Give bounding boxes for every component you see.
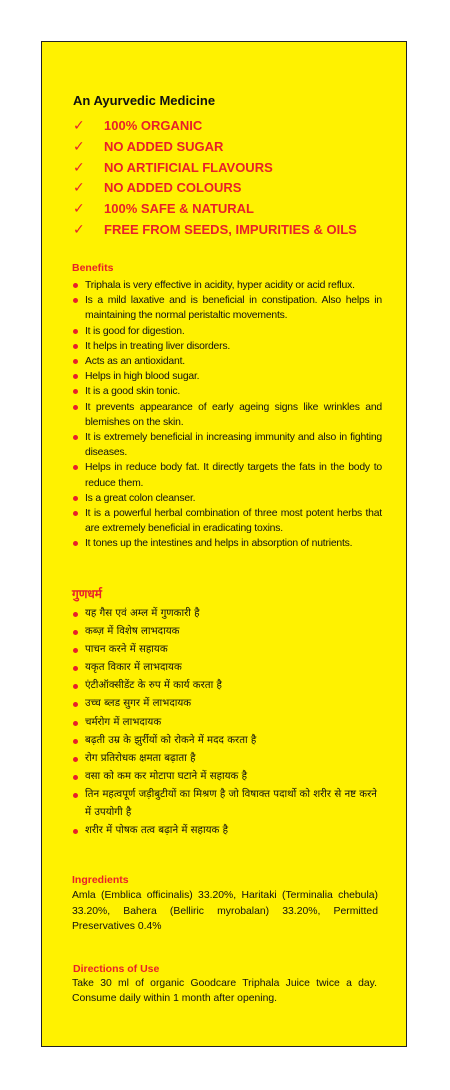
- claim-item: [73, 115, 357, 136]
- bullet-icon: [73, 630, 78, 635]
- gunadharm-text: पाचन करने में सहायक: [85, 644, 168, 656]
- gunadharm-text: उच्च ब्लड सुगर में लाभदायक: [85, 698, 192, 710]
- benefit-text: It is a good skin tonic.: [85, 386, 181, 398]
- bullet-icon: [73, 541, 78, 546]
- claim-item: [73, 157, 357, 178]
- gunadharm-heading: गुणधर्म: [72, 587, 102, 601]
- gunadharm-text: वसा को कम कर मोटापा घटाने में सहायक है: [85, 770, 248, 782]
- gunadharm-item: [72, 714, 384, 732]
- claim-label: FREE FROM SEEDS, IMPURITIES & OILS: [104, 221, 357, 237]
- bullet-icon: [73, 775, 78, 780]
- bullet-icon: [73, 702, 78, 707]
- benefit-text: It is a powerful herbal combination of three most potent herbs that are extremely beneficial in eradicating toxins.: [85, 508, 382, 535]
- ingredients-heading: Ingredients: [72, 874, 129, 886]
- benefits-list: [72, 278, 382, 552]
- benefit-item: [72, 293, 382, 323]
- benefit-item: [72, 506, 382, 536]
- bullet-icon: [73, 739, 78, 744]
- bullet-icon: [73, 359, 78, 364]
- check-icon: ✓: [73, 220, 85, 237]
- bullet-icon: [73, 612, 78, 617]
- gunadharm-item: [72, 605, 384, 623]
- check-icon: ✓: [73, 137, 85, 154]
- benefit-item: [72, 430, 382, 460]
- benefit-text: It helps in treating liver disorders.: [85, 340, 231, 352]
- claim-label: NO ARTIFICIAL FLAVOURS: [104, 159, 273, 175]
- gunadharm-text: बढ़ती उम्र के झुर्रीयों को रोकने में मदद करता है: [85, 734, 257, 746]
- benefit-item: [72, 491, 382, 506]
- gunadharm-item: [72, 786, 384, 822]
- gunadharm-text: रोग प्रतिरोधक क्षमता बढ़ाता है: [85, 752, 196, 764]
- gunadharm-text: कब्ज़ में विशेष लाभदायक: [85, 626, 180, 638]
- bullet-icon: [73, 496, 78, 501]
- bullet-icon: [73, 298, 78, 303]
- bullet-icon: [73, 829, 78, 834]
- benefit-item: [72, 339, 382, 354]
- gunadharm-item: [72, 677, 384, 695]
- directions-heading: Directions of Use: [73, 963, 160, 975]
- label-panel: [41, 41, 407, 1047]
- bullet-icon: [73, 329, 78, 334]
- bullet-icon: [73, 648, 78, 653]
- gunadharm-item: [72, 623, 384, 641]
- benefit-item: [72, 400, 382, 430]
- gunadharm-list: [72, 605, 384, 840]
- bullet-icon: [73, 374, 78, 379]
- benefit-item: [72, 324, 382, 339]
- gunadharm-item: [72, 750, 384, 768]
- gunadharm-item: [72, 659, 384, 677]
- check-icon: ✓: [73, 158, 85, 175]
- directions-text: Take 30 ml of organic Goodcare Triphala Juice twice a day. Consume daily within 1 month after opening.: [72, 978, 377, 1004]
- claim-label: NO ADDED SUGAR: [104, 138, 224, 154]
- benefit-item: [72, 384, 382, 399]
- benefit-text: Is a great colon cleanser.: [85, 492, 196, 504]
- bullet-icon: [73, 405, 78, 410]
- check-icon: ✓: [73, 200, 85, 217]
- ingredients-text: Amla (Emblica officinalis) 33.20%, Haritaki (Terminalia chebula) 33.20%, Bahera (Belliric myrobalan) 33.20%, Permitted Preservatives 0.4%: [72, 890, 378, 932]
- claim-label: NO ADDED COLOURS: [104, 180, 242, 196]
- bullet-icon: [73, 344, 78, 349]
- benefit-text: Triphala is very effective in acidity, hyper acidity or acid reflux.: [85, 280, 355, 291]
- check-icon: ✓: [73, 179, 85, 196]
- bullet-icon: [73, 389, 78, 394]
- bullet-icon: [73, 435, 78, 440]
- benefit-item: [72, 536, 382, 551]
- benefit-item: [72, 369, 382, 384]
- gunadharm-item: [72, 822, 384, 840]
- benefit-text: It prevents appearance of early ageing signs like wrinkles and blemishes on the skin.: [85, 401, 382, 428]
- claim-label: 100% SAFE & NATURAL: [104, 201, 255, 217]
- gunadharm-text: तिन महत्वपूर्ण जड़ीबुटीयों का मिश्रण है जो विषाक्त पदार्थो को शरीर से नष्ट करने में उपयोगी है: [85, 788, 377, 819]
- claims-list: [73, 115, 357, 240]
- bullet-icon: [73, 757, 78, 762]
- gunadharm-text: चर्मरोग में लाभदायक: [85, 716, 162, 728]
- gunadharm-text: यकृत विकार में लाभदायक: [85, 662, 182, 674]
- benefit-text: Helps in reduce body fat. It directly targets the fats in the body to reduce them.: [85, 462, 382, 489]
- bullet-icon: [73, 465, 78, 470]
- claim-label: 100% ORGANIC: [104, 118, 203, 133]
- claim-item: [73, 198, 357, 219]
- gunadharm-text: शरीर में पोषक तत्व बढ़ाने में सहायक है: [85, 825, 228, 837]
- benefit-text: It is extremely beneficial in increasing immunity and also in fighting diseases.: [85, 432, 382, 459]
- gunadharm-item: [72, 768, 384, 786]
- benefit-text: It is good for digestion.: [85, 325, 185, 337]
- benefit-text: Acts as an antioxidant.: [85, 356, 185, 368]
- benefit-item: [72, 354, 382, 369]
- benefit-item: [72, 460, 382, 490]
- claim-item: [73, 219, 357, 240]
- gunadharm-text: यह गैस एवं अम्ल में गुणकारी है: [85, 608, 200, 619]
- claim-item: [73, 177, 357, 198]
- bullet-icon: [73, 511, 78, 516]
- bullet-icon: [73, 793, 78, 798]
- gunadharm-text: एंटीऑक्सीडेंट के रुप में कार्य करता है: [85, 680, 222, 692]
- intro-title: An Ayurvedic Medicine: [73, 93, 216, 108]
- benefit-item: [72, 278, 382, 293]
- claim-item: [73, 136, 357, 157]
- bullet-icon: [73, 283, 78, 288]
- benefit-text: It tones up the intestines and helps in absorption of nutrients.: [85, 538, 353, 550]
- benefit-text: Is a mild laxative and is beneficial in constipation. Also helps in maintaining the normal peristaltic movements.: [85, 295, 382, 322]
- gunadharm-item: [72, 695, 384, 713]
- gunadharm-item: [72, 732, 384, 750]
- benefits-heading: Benefits: [72, 262, 114, 274]
- gunadharm-item: [72, 641, 384, 659]
- bullet-icon: [73, 721, 78, 726]
- bullet-icon: [73, 684, 78, 689]
- benefit-text: Helps in high blood sugar.: [85, 371, 200, 383]
- bullet-icon: [73, 666, 78, 671]
- check-icon: ✓: [73, 117, 85, 133]
